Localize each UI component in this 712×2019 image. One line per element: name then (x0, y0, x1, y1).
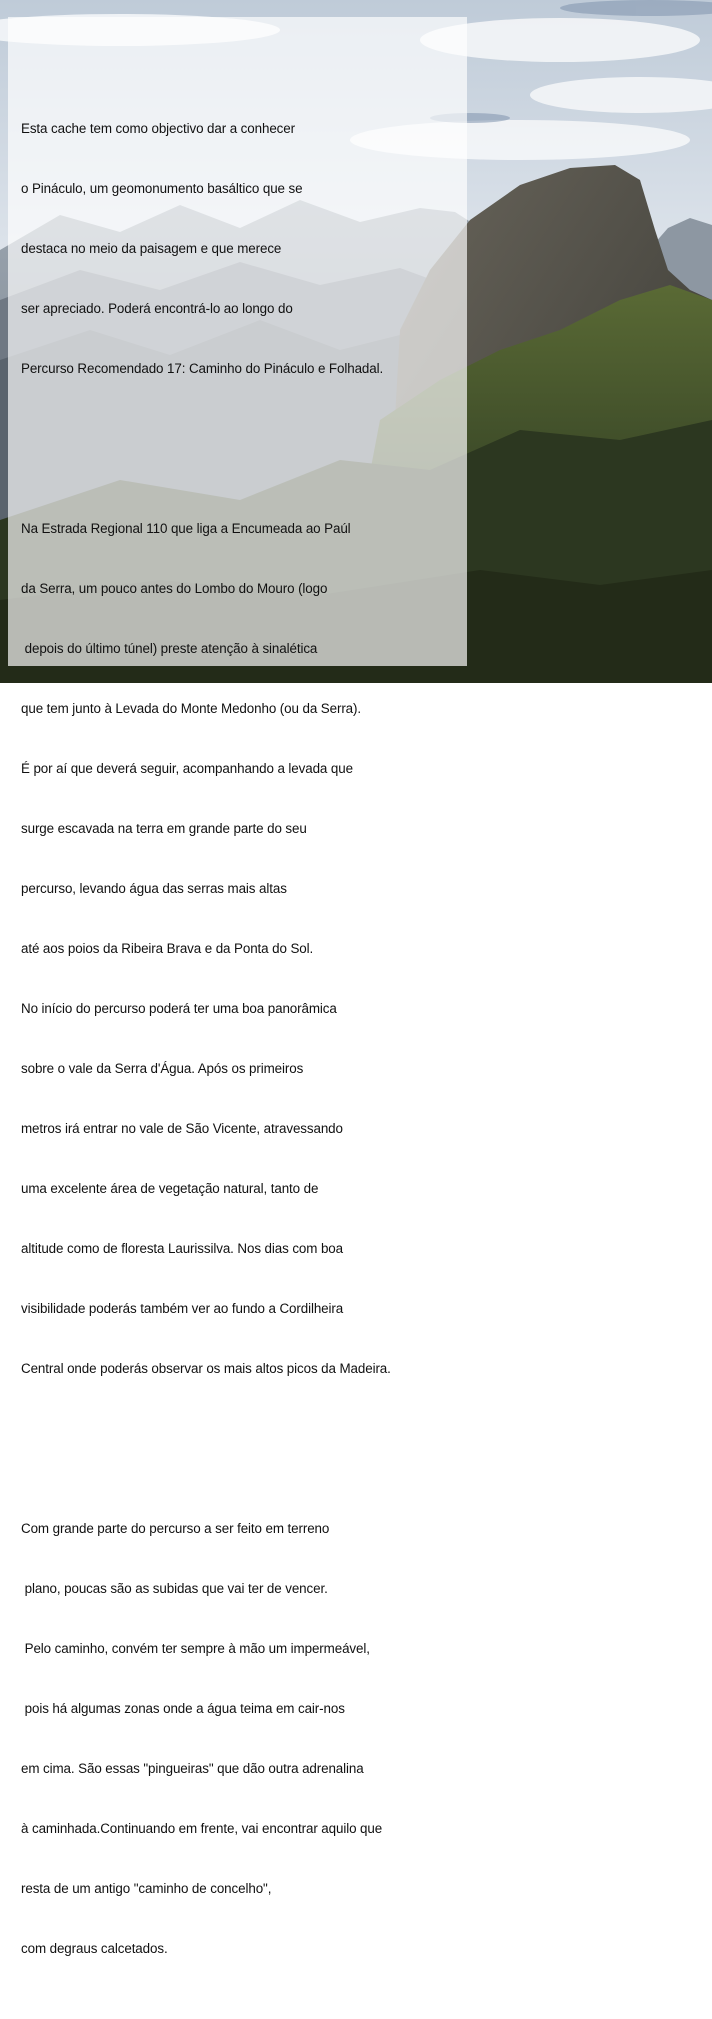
text-line: com degraus calcetados. (21, 1941, 168, 1956)
text-line: em cima. São essas "pingueiras" que dão outra adrenalina (21, 1761, 364, 1776)
text-line: Percurso Recomendado 17: Caminho do Pináculo e Folhadal. (21, 361, 384, 376)
text-line: que tem junto à Levada do Monte Medonho (ou da Serra). (21, 701, 362, 716)
text-line: altitude como de floresta Laurissilva. Nos dias com boa (21, 1241, 343, 1256)
text-line: metros irá entrar no vale de São Vicente, atravessando (21, 1121, 343, 1136)
paragraph-terrain (21, 1479, 461, 1999)
text-line: à caminhada.Continuando em frente, vai encontrar aquilo que (21, 1821, 383, 1836)
text-line: percurso, levando água das serras mais altas (21, 881, 287, 896)
text-line: plano, poucas são as subidas que vai ter de vencer. (21, 1581, 328, 1596)
text-line: resta de um antigo "caminho de concelho", (21, 1881, 272, 1896)
text-line: da Serra, um pouco antes do Lombo do Mouro (logo (21, 581, 328, 596)
text-line: depois do último túnel) preste atenção à sinalética (21, 641, 318, 656)
paragraph-route (21, 479, 461, 1419)
text-line: sobre o vale da Serra d'Água. Após os primeiros (21, 1061, 304, 1076)
text-line: pois há algumas zonas onde a água teima em cair-nos (21, 1701, 345, 1716)
text-line: até aos poios da Ribeira Brava e da Ponta do Sol. (21, 941, 314, 956)
text-line: Com grande parte do percurso a ser feito em terreno (21, 1521, 330, 1536)
text-line: destaca no meio da paisagem e que merece (21, 241, 282, 256)
text-line: o Pináculo, um geomonumento basáltico que se (21, 181, 303, 196)
text-line: ser apreciado. Poderá encontrá-lo ao longo do (21, 301, 293, 316)
text-line: visibilidade poderás também ver ao fundo a Cordilheira (21, 1301, 344, 1316)
text-line: Pelo caminho, convém ter sempre à mão um impermeável, (21, 1641, 370, 1656)
cache-description (21, 39, 461, 2019)
text-line: uma excelente área de vegetação natural, tanto de (21, 1181, 319, 1196)
text-line: Na Estrada Regional 110 que liga a Encumeada ao Paúl (21, 521, 351, 536)
text-line: surge escavada na terra em grande parte do seu (21, 821, 307, 836)
text-line: É por aí que deverá seguir, acompanhando a levada que (21, 761, 353, 776)
paragraph-intro (21, 79, 461, 419)
text-line: Esta cache tem como objectivo dar a conhecer (21, 121, 295, 136)
text-line: Central onde poderás observar os mais altos picos da Madeira. (21, 1361, 391, 1376)
text-line: No início do percurso poderá ter uma boa panorâmica (21, 1001, 337, 1016)
